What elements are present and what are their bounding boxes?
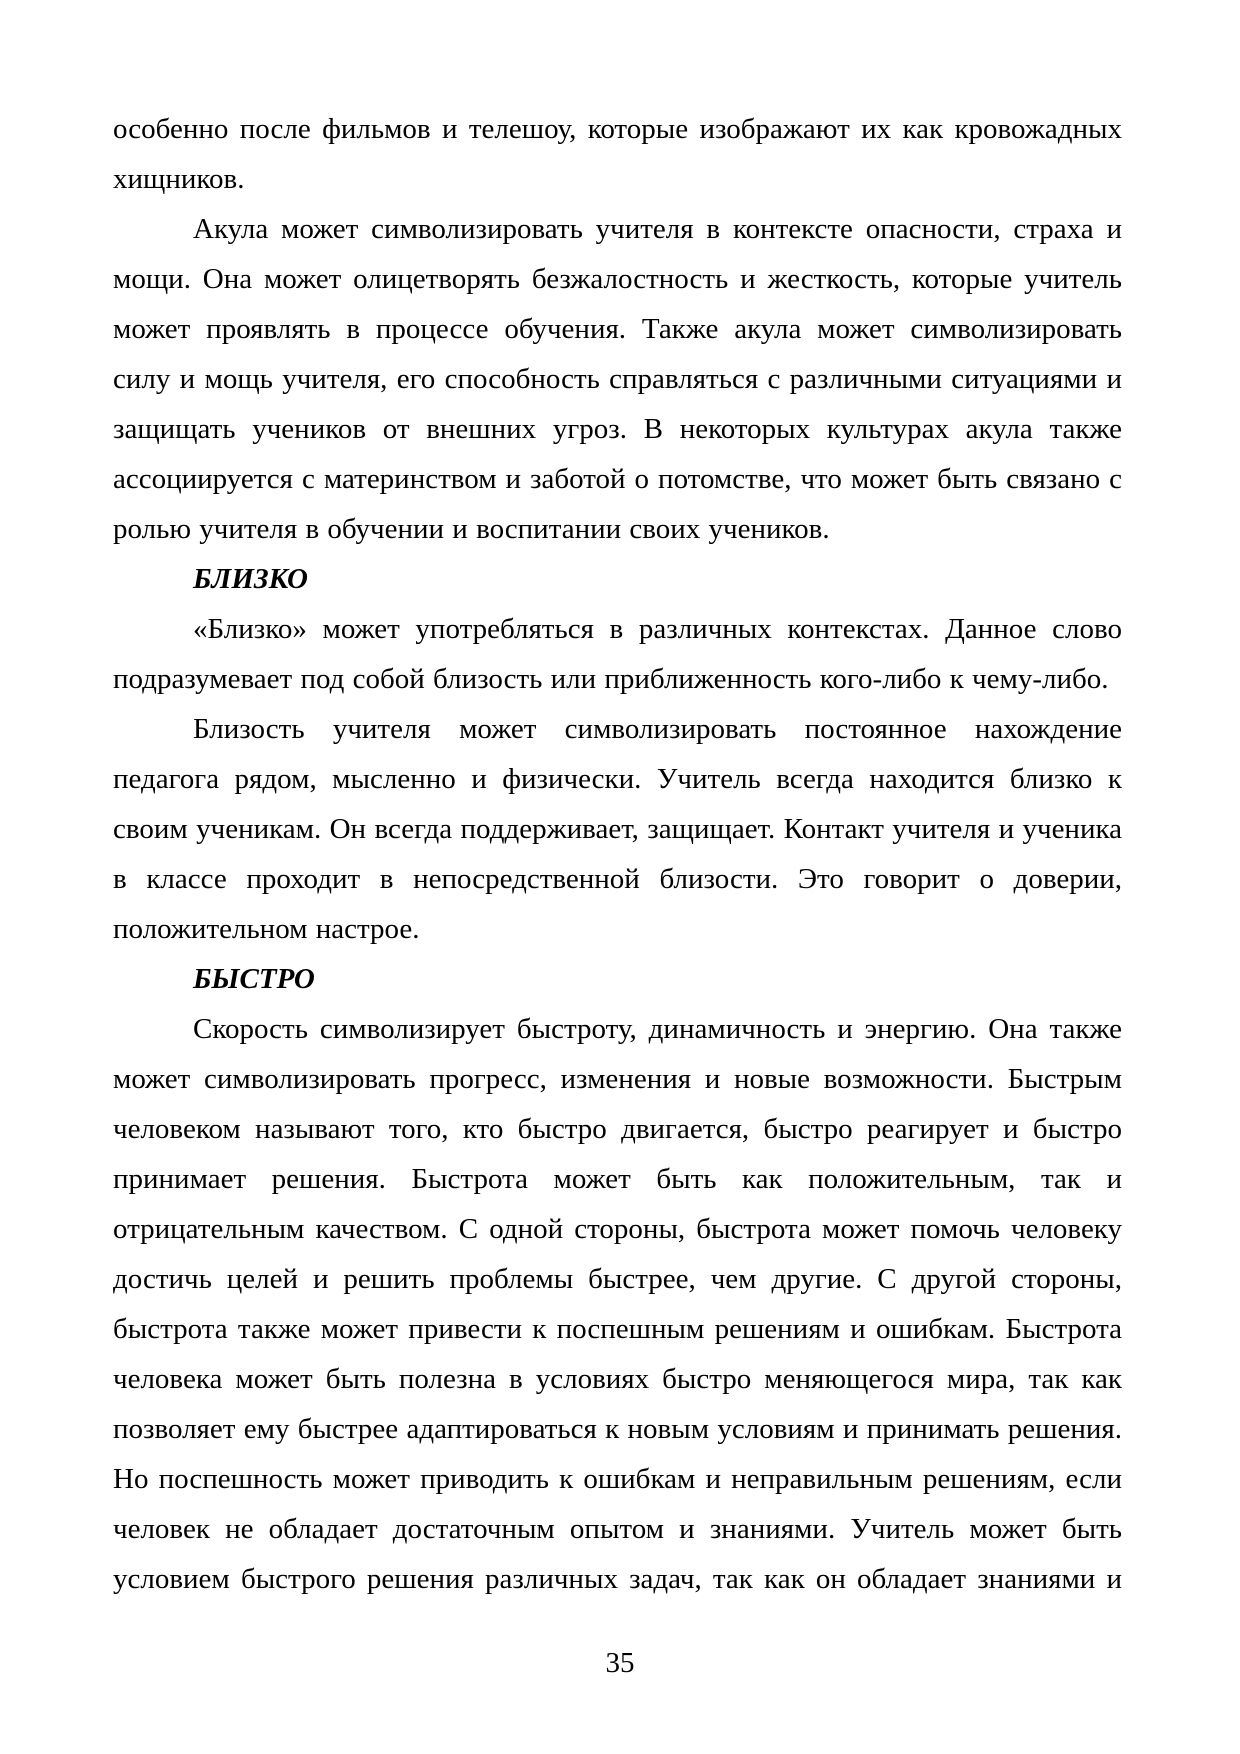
page-number: 35 <box>605 1647 635 1679</box>
paragraph-shark-symbolism: Акула может символизировать учителя в контексте опасности, страха и мощи. Она может олицетворять безжалостность и жесткость, которые учитель может проявлять в процессе обучения. Также акула может символизировать силу и мощь учителя, его способность справляться с различными ситуациями и защищать учеников от внешних угроз. В некоторых культурах акула также ассоциируется с материнством и заботой о потомстве, что может быть связано с ролью учителя в обучении и воспитании своих учеников. <box>113 213 1122 545</box>
paragraph-blizko-definition: «Близко» может употребляться в различных контекстах. Данное слово подразумевает под собой близость или приближенность кого-либо к чему-либо. <box>113 613 1122 695</box>
paragraph-sharks-continuation: особенно после фильмов и телешоу, которые изображают их как кровожадных хищников. <box>113 113 1122 195</box>
section-heading-blizko: БЛИЗКО <box>193 563 308 595</box>
section-heading-bystro: БЫСТРО <box>193 963 315 995</box>
paragraph-bystro-speed: Скорость символизирует быстроту, динамичность и энергию. Она также может символизировать прогресс, изменения и новые возможности. Быстрым человеком называют того, кто быстро двигается, быстро реагирует и быстро принимает решения. Быстрота может быть как положительным, так и отрицательным качеством. С одной стороны, быстрота может помочь человеку достичь целей и решить проблемы быстрее, чем другие. С другой стороны, быстрота также может привести к поспешным решениям и ошибкам. Быстрота человека может быть полезна в условиях быстро меняющегося мира, так как позволяет ему быстрее адаптироваться к новым условиям и принимать решения. Но поспешность может приводить к ошибкам и неправильным решениям, если человек не обладает достаточным опытом и знаниями. Учитель может быть условием быстрого решения различных задач, так как он обладает знаниями и <box>113 1013 1122 1595</box>
page-text-block <box>113 104 1122 1604</box>
paragraph-blizko-teacher: Близость учителя может символизировать постоянное нахождение педагога рядом, мысленно и физически. Учитель всегда находится близко к своим ученикам. Он всегда поддерживает, защищает. Контакт учителя и ученика в классе проходит в непосредственной близости. Это говорит о доверии, положительном настрое. <box>113 713 1122 945</box>
